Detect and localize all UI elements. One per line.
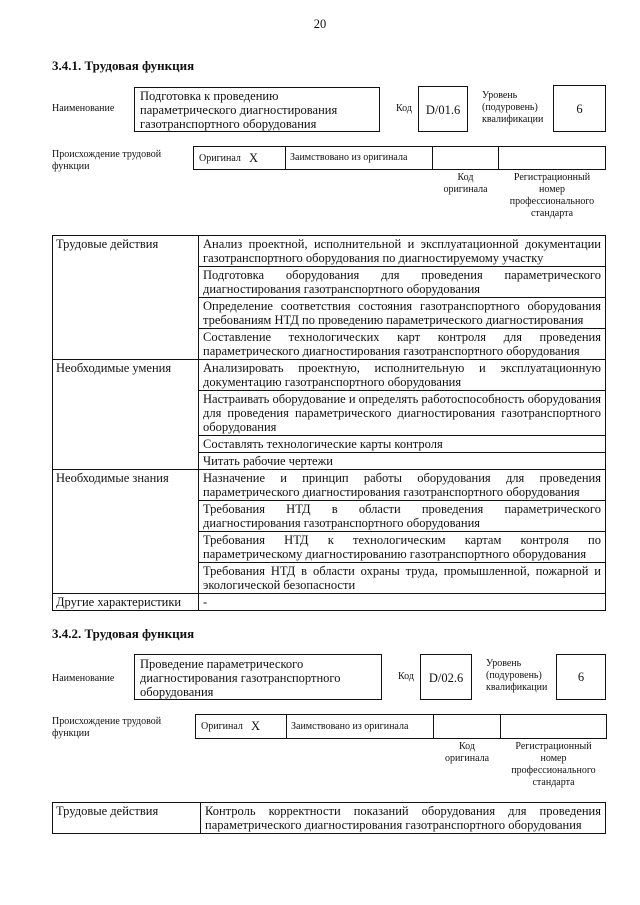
row-item: Подготовка оборудования для проведения параметрического диагностирования газотранспортного оборудования [199, 267, 606, 298]
borrowed-cell [285, 146, 433, 170]
reg-caption-line: Регистрационный [515, 741, 592, 752]
row-item: Требования НТД к технологическим картам контроля по параметрическому диагностированию газотранспортного оборудования [199, 532, 606, 563]
row-item: Читать рабочие чертежи [199, 453, 606, 470]
function-code: D/01.6 [418, 86, 468, 132]
qualification-level: 6 [556, 654, 606, 700]
origin-label-line: функции [52, 728, 90, 739]
original-cell [193, 146, 286, 170]
origin-label-line: Происхождение трудовой [52, 149, 162, 160]
row-item: - [199, 594, 606, 611]
origin-code-cell [433, 714, 501, 739]
function-code: D/02.6 [420, 654, 472, 700]
original-label: Оригинал [199, 153, 241, 164]
level-label-line: (подуровень) [486, 670, 542, 681]
borrowed-label: Заимствовано из оригинала [291, 721, 409, 732]
original-mark: X [251, 719, 261, 733]
code-caption-line: Код [457, 172, 474, 183]
row-item: Определение соответствия состояния газотранспортного оборудования требованиям НТД по проведению параметрического диагностирования [199, 298, 606, 329]
table-row [53, 470, 606, 501]
borrowed-label: Заимствовано из оригинала [290, 152, 408, 163]
original-mark: X [249, 151, 259, 165]
name-label: Наименование [52, 673, 115, 684]
origin-label-line: функции [52, 161, 90, 172]
reg-number-cell [498, 146, 606, 170]
function-name-box [134, 654, 382, 700]
row-category: Трудовые действия [53, 803, 201, 834]
row-item: Составление технологических карт контроля для проведения параметрического диагностирования газотранспортного оборудования [199, 329, 606, 360]
section-heading-342: 3.4.2. Трудовая функция [52, 626, 195, 641]
reg-caption [500, 741, 607, 789]
row-item: Анализировать проектную, исполнительную и эксплуатационную документацию газотранспортного оборудования [199, 360, 606, 391]
level-label-line: (подуровень) [482, 102, 538, 113]
code-label: Код [398, 671, 414, 682]
name-label: Наименование [52, 103, 115, 114]
origin-label-line: Происхождение трудовой [52, 716, 162, 727]
level-label-line: Уровень [486, 658, 522, 669]
section-heading-341: 3.4.1. Трудовая функция [52, 58, 195, 73]
origin-label [52, 716, 161, 740]
level-label [486, 658, 547, 694]
row-category: Необходимые знания [53, 470, 199, 594]
function-name-line: Проведение параметрического [140, 657, 304, 671]
function-name-line: Подготовка к проведению [140, 89, 279, 103]
row-item: Контроль корректности показаний оборудования для проведения параметрического диагностирования газотранспортного оборудования [201, 803, 606, 834]
qualification-level: 6 [553, 85, 606, 132]
reg-caption-line: стандарта [530, 208, 574, 219]
reg-caption-line: профессионального [511, 765, 596, 776]
code-caption [432, 172, 499, 196]
reg-caption-line: профессионального [509, 196, 595, 207]
function-name-line: оборудования [140, 685, 214, 699]
row-item: Требования НТД в области охраны труда, промышленной, пожарной и экологической безопасности [199, 563, 606, 594]
code-caption-line: Код [459, 741, 475, 752]
origin-label [52, 149, 161, 173]
row-item: Составлять технологические карты контроля [199, 436, 606, 453]
row-item: Требования НТД в области проведения параметрического диагностирования газотранспортного оборудования [199, 501, 606, 532]
page-number: 20 [313, 17, 327, 31]
code-caption-line: оригинала [443, 184, 488, 195]
function-table-342 [52, 802, 606, 834]
reg-caption [498, 172, 606, 220]
row-item: Анализ проектной, исполнительной и эксплуатационной документации газотранспортного оборудования по диагностируемому участку [199, 236, 606, 267]
function-name-line: параметрического диагностирования [140, 103, 338, 117]
reg-caption-line: номер [540, 753, 567, 764]
level-label [482, 90, 543, 126]
reg-caption-line: стандарта [532, 777, 575, 788]
code-label: Код [396, 103, 412, 114]
original-cell [195, 714, 287, 739]
origin-code-cell [432, 146, 499, 170]
table-row [53, 360, 606, 391]
reg-caption-line: Регистрационный [513, 172, 591, 183]
reg-caption-line: номер [539, 184, 565, 195]
row-item: Назначение и принцип работы оборудования для проведения параметрического диагностирования газотранспортного оборудования [199, 470, 606, 501]
function-name-line: диагностирования газотранспортного [140, 671, 341, 685]
function-name-line: газотранспортного оборудования [140, 117, 317, 131]
reg-number-cell [500, 714, 607, 739]
table-row [53, 803, 606, 834]
level-label-line: квалификации [482, 114, 544, 125]
row-category: Другие характеристики [53, 594, 199, 611]
borrowed-cell [286, 714, 434, 739]
row-category: Трудовые действия [53, 236, 199, 360]
function-name-box [134, 87, 380, 132]
table-row [53, 236, 606, 267]
code-caption [433, 741, 501, 765]
function-table-341 [52, 235, 606, 611]
row-item: Настраивать оборудование и определять работоспособность оборудования для проведения параметрического диагностирования газотранспортного оборудования [199, 391, 606, 436]
code-caption-line: оригинала [444, 753, 490, 764]
table-row [53, 594, 606, 611]
level-label-line: Уровень [482, 90, 518, 101]
original-label: Оригинал [201, 721, 243, 732]
level-label-line: квалификации [486, 682, 548, 693]
row-category: Необходимые умения [53, 360, 199, 470]
